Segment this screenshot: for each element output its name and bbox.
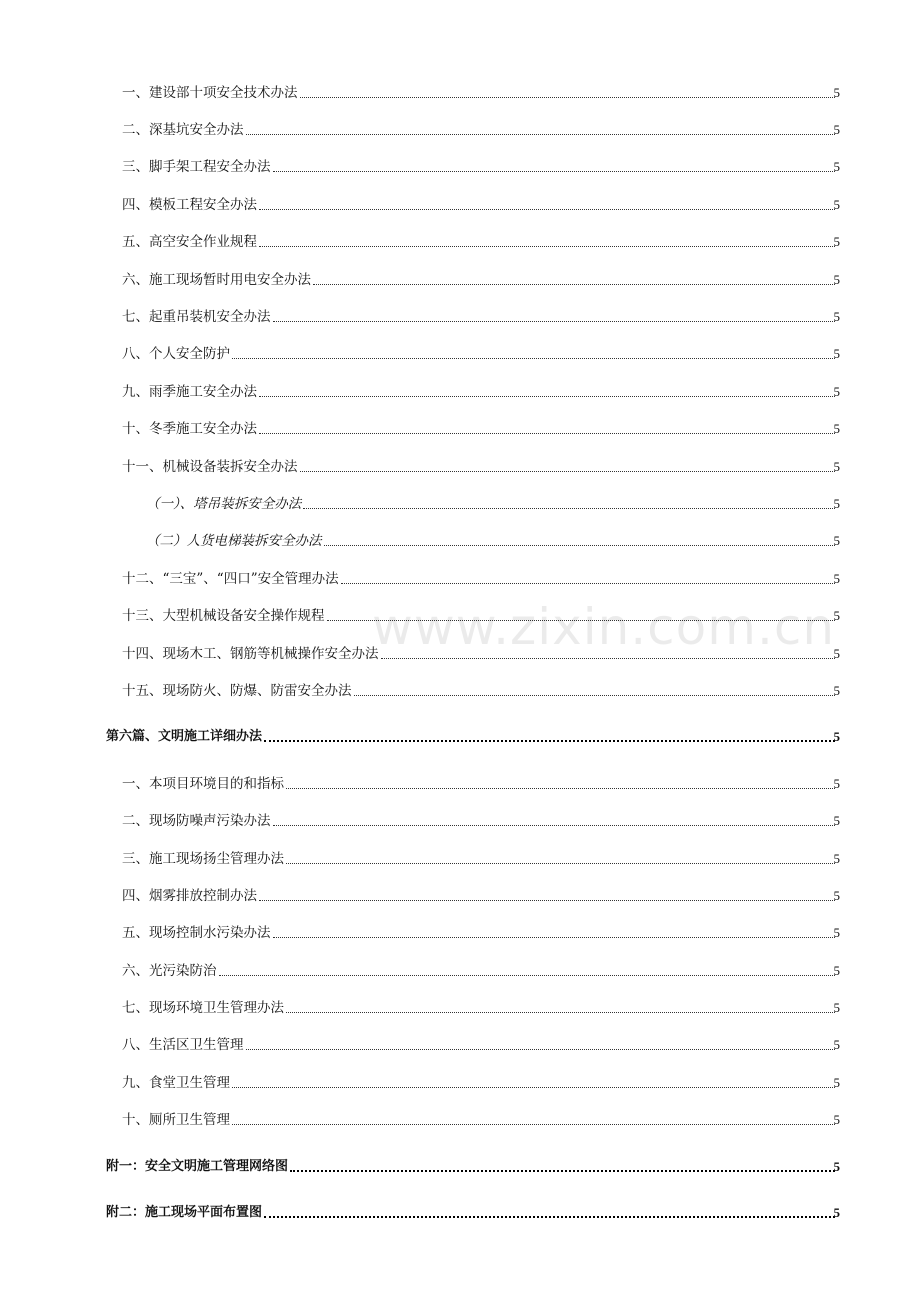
toc-dot-leader	[300, 97, 835, 98]
toc-entry[interactable]	[0, 810, 920, 832]
toc-page-number: 5	[833, 459, 840, 474]
toc-dot-leader	[354, 695, 835, 696]
toc-page-number: 5	[833, 1000, 840, 1015]
toc-entry-title: 九、雨季施工安全办法	[122, 384, 257, 400]
toc-entry-title: 十、厕所卫生管理	[122, 1112, 230, 1128]
toc-entry[interactable]	[0, 343, 920, 365]
toc-entry-title: 一、建设部十项安全技术办法	[122, 85, 298, 101]
toc-entry-title: 十五、现场防火、防爆、防雷安全办法	[122, 683, 352, 699]
toc-entry-title: 十、冬季施工安全办法	[122, 421, 257, 437]
toc-entry[interactable]	[0, 568, 920, 590]
toc-dot-leader	[286, 863, 835, 864]
toc-page-number: 5	[833, 851, 840, 866]
toc-page-number: 5	[833, 776, 840, 791]
toc-entry[interactable]	[0, 773, 920, 795]
toc-entry-title: 四、模板工程安全办法	[122, 197, 257, 213]
toc-dot-leader	[381, 658, 835, 659]
toc-entry-title: 五、高空安全作业规程	[122, 234, 257, 250]
toc-page-number: 5	[833, 272, 840, 287]
toc-entry[interactable]	[0, 680, 920, 702]
toc-entry[interactable]	[0, 643, 920, 665]
toc-page-number: 5	[833, 646, 840, 661]
toc-entry[interactable]	[0, 381, 920, 403]
toc-page-number: 5	[833, 533, 840, 548]
toc-dot-leader	[246, 134, 835, 135]
toc-entry[interactable]	[0, 82, 920, 104]
toc-entry-title: 三、施工现场扬尘管理办法	[122, 851, 284, 867]
toc-entry[interactable]	[0, 231, 920, 253]
toc-page-number: 5	[833, 122, 840, 137]
toc-dot-leader	[341, 583, 835, 584]
toc-page-number: 5	[833, 496, 840, 511]
toc-page-number: 5	[833, 1159, 840, 1174]
toc-dot-leader	[273, 171, 835, 172]
toc-dot-leader	[303, 508, 835, 509]
toc-entry-title: 二、深基坑安全办法	[122, 122, 244, 138]
toc-entry-title: 附二：施工现场平面布置图	[106, 1205, 263, 1220]
toc-entry[interactable]	[0, 306, 920, 328]
toc-dot-leader	[313, 284, 835, 285]
toc-page-number: 5	[833, 925, 840, 940]
toc-entry-title: 二、现场防噪声污染办法	[122, 813, 271, 829]
toc-page-number: 5	[833, 888, 840, 903]
toc-entry-title: 十一、机械设备装拆安全办法	[122, 459, 298, 475]
toc-page-number: 5	[833, 1075, 840, 1090]
toc-dot-leader	[264, 1216, 835, 1218]
toc-page-number: 5	[833, 159, 840, 174]
toc-entry-title: 七、现场环境卫生管理办法	[122, 1000, 284, 1016]
toc-page-number: 5	[833, 608, 840, 623]
toc-page-number: 5	[833, 1037, 840, 1052]
toc-dot-leader	[273, 825, 835, 826]
toc-dot-leader	[259, 209, 835, 210]
toc-entry-title: 十三、大型机械设备安全操作规程	[122, 608, 325, 624]
toc-entry-title: 八、生活区卫生管理	[122, 1037, 244, 1053]
toc-entry-title: 一、本项目环境目的和指标	[122, 776, 284, 792]
toc-heading-entry[interactable]	[0, 1202, 920, 1224]
toc-dot-leader	[273, 321, 835, 322]
toc-entry-title: 六、光污染防治	[122, 963, 217, 979]
toc-page-number: 5	[833, 421, 840, 436]
toc-entry[interactable]	[0, 269, 920, 291]
toc-dot-leader	[246, 1049, 835, 1050]
toc-entry-title: 八、个人安全防护	[122, 346, 230, 362]
toc-entry[interactable]	[0, 848, 920, 870]
toc-page-number: 5	[833, 346, 840, 361]
toc-entry[interactable]	[0, 156, 920, 178]
toc-entry[interactable]	[0, 885, 920, 907]
toc-entry[interactable]	[0, 997, 920, 1019]
toc-entry-title: 十二、“三宝”、“四口”安全管理办法	[122, 571, 339, 587]
toc-entry[interactable]	[0, 1109, 920, 1131]
toc-dot-leader	[219, 975, 835, 976]
toc-entry-title: 三、脚手架工程安全办法	[122, 159, 271, 175]
toc-dot-leader	[324, 545, 835, 546]
toc-entry-title: 五、现场控制水污染办法	[122, 925, 271, 941]
toc-dot-leader	[286, 1012, 835, 1013]
toc-page-number: 5	[833, 813, 840, 828]
toc-dot-leader	[286, 788, 835, 789]
toc-page-number: 5	[833, 1205, 840, 1220]
toc-dot-leader	[327, 620, 835, 621]
toc-page-number: 5	[833, 85, 840, 100]
toc-dot-leader	[232, 1124, 835, 1125]
toc-dot-leader	[259, 396, 835, 397]
toc-page-number: 5	[833, 1112, 840, 1127]
toc-entry-title: 附一：安全文明施工管理网络图	[106, 1159, 289, 1174]
toc-entry[interactable]	[0, 418, 920, 440]
toc-dot-leader	[290, 1170, 835, 1172]
toc-entry-title: 六、施工现场暂时用电安全办法	[122, 272, 311, 288]
toc-entry-title: 四、烟雾排放控制办法	[122, 888, 257, 904]
toc-entry[interactable]	[0, 194, 920, 216]
toc-dot-leader	[300, 471, 835, 472]
toc-page-number: 5	[833, 234, 840, 249]
toc-dot-leader	[259, 246, 835, 247]
toc-page-number: 5	[833, 571, 840, 586]
toc-subsection-entry[interactable]	[0, 530, 920, 552]
toc-dot-leader	[232, 1087, 835, 1088]
toc-entry[interactable]	[0, 119, 920, 141]
toc-dot-leader	[259, 433, 835, 434]
toc-entry[interactable]	[0, 922, 920, 944]
toc-entry-title: 九、食堂卫生管理	[122, 1075, 230, 1091]
toc-entry[interactable]	[0, 605, 920, 627]
toc-entry[interactable]	[0, 1034, 920, 1056]
toc-dot-leader	[273, 937, 835, 938]
toc-entry-title: （一）、塔吊装拆安全办法	[146, 496, 302, 512]
toc-entry-title: 第六篇、文明施工详细办法	[106, 729, 263, 744]
toc-page-number: 5	[833, 384, 840, 399]
toc-page-number: 5	[833, 963, 840, 978]
watermark: www.zixin.com.cn	[372, 598, 836, 656]
toc-entry-title: （二）人货电梯装拆安全办法	[146, 533, 322, 549]
toc-entry[interactable]	[0, 456, 920, 478]
toc-page-number: 5	[833, 729, 840, 744]
toc-page-number: 5	[833, 197, 840, 212]
toc-heading-entry[interactable]	[0, 1156, 920, 1178]
toc-subsection-entry[interactable]	[0, 493, 920, 515]
toc-page-number: 5	[833, 309, 840, 324]
toc-dot-leader	[259, 900, 835, 901]
toc-entry-title: 七、起重吊装机安全办法	[122, 309, 271, 325]
toc-dot-leader	[232, 358, 835, 359]
toc-entry[interactable]	[0, 1072, 920, 1094]
toc-entry-title: 十四、现场木工、钢筋等机械操作安全办法	[122, 646, 379, 662]
toc-entry[interactable]	[0, 960, 920, 982]
toc-dot-leader	[264, 740, 835, 742]
toc-page-number: 5	[833, 683, 840, 698]
toc-heading-entry[interactable]	[0, 726, 920, 748]
